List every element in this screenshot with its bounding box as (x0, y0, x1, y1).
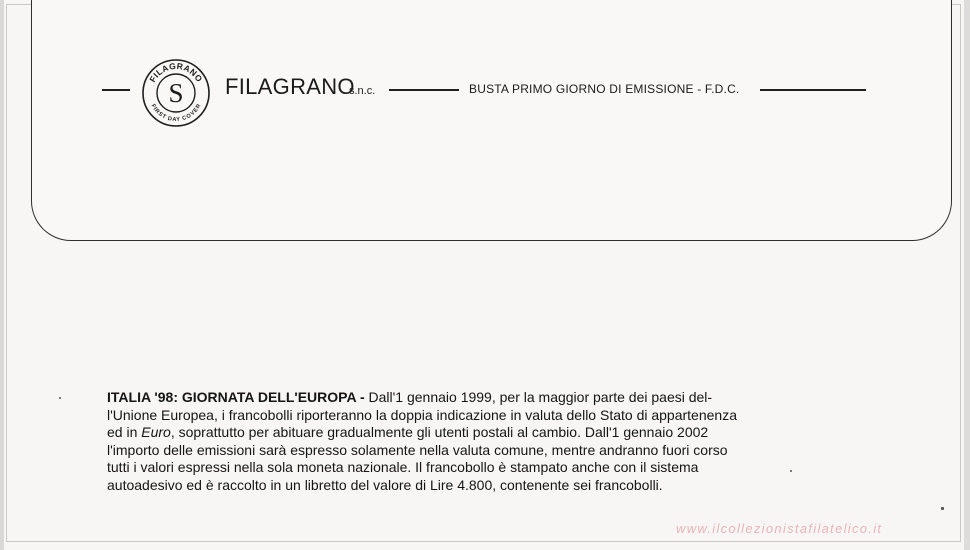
paper-speck (790, 470, 792, 472)
header-rule-left (102, 89, 130, 91)
paper-speck (941, 507, 944, 510)
description-line-1 (107, 389, 867, 407)
seal-ring-top-text: FILAGRANO (147, 60, 205, 84)
filagrano-logo-seal (141, 58, 211, 128)
header-caption: BUSTA PRIMO GIORNO DI EMISSIONE - F.D.C. (469, 82, 740, 96)
seal-ring-bottom-text: FIRST DAY COVER (149, 103, 203, 124)
seal-letter: S (168, 78, 184, 108)
description-line-4: l'importo delle emissioni sarà espresso solamente nella valuta comune, mentre andranno fuori corso (107, 441, 728, 458)
brand-name: FILAGRANO (225, 74, 355, 99)
description-line-3 (107, 424, 867, 442)
description-line-1-text: Dall'1 gennaio 1999, per la maggior parte dei paesi del- (364, 389, 713, 405)
description-line-5: tutti i valori espressi nella sola moneta nazionale. Il francobollo è stampato anche con il sistema (107, 459, 699, 475)
stamp-description (107, 389, 867, 494)
description-line-3-start: ed in (107, 424, 142, 440)
description-euro-italic: Euro (141, 424, 171, 440)
description-title: ITALIA '98: GIORNATA DELL'EUROPA - (107, 389, 365, 405)
website-watermark: www.ilcollezionistafilatelico.it (676, 521, 883, 536)
header-rule-middle (389, 89, 459, 91)
description-line-3-end: , soprattutto per abituare gradualmente gli utenti postali al cambio. Dall'1 gennaio 2002 (170, 424, 709, 440)
envelope-header (0, 0, 970, 200)
seal-graphic (141, 58, 211, 128)
paper-speck (59, 397, 61, 399)
description-line-2: l'Unione Europea, i francobolli riporteranno la doppia indicazione in valuta dello Stato di appartenenza (107, 406, 737, 423)
brand-suffix: s.n.c. (349, 85, 376, 97)
description-line-6: autoadesivo ed è raccolto in un libretto del valore di Lire 4.800, contenente sei francobolli. (107, 476, 663, 493)
header-rule-right (760, 89, 866, 91)
